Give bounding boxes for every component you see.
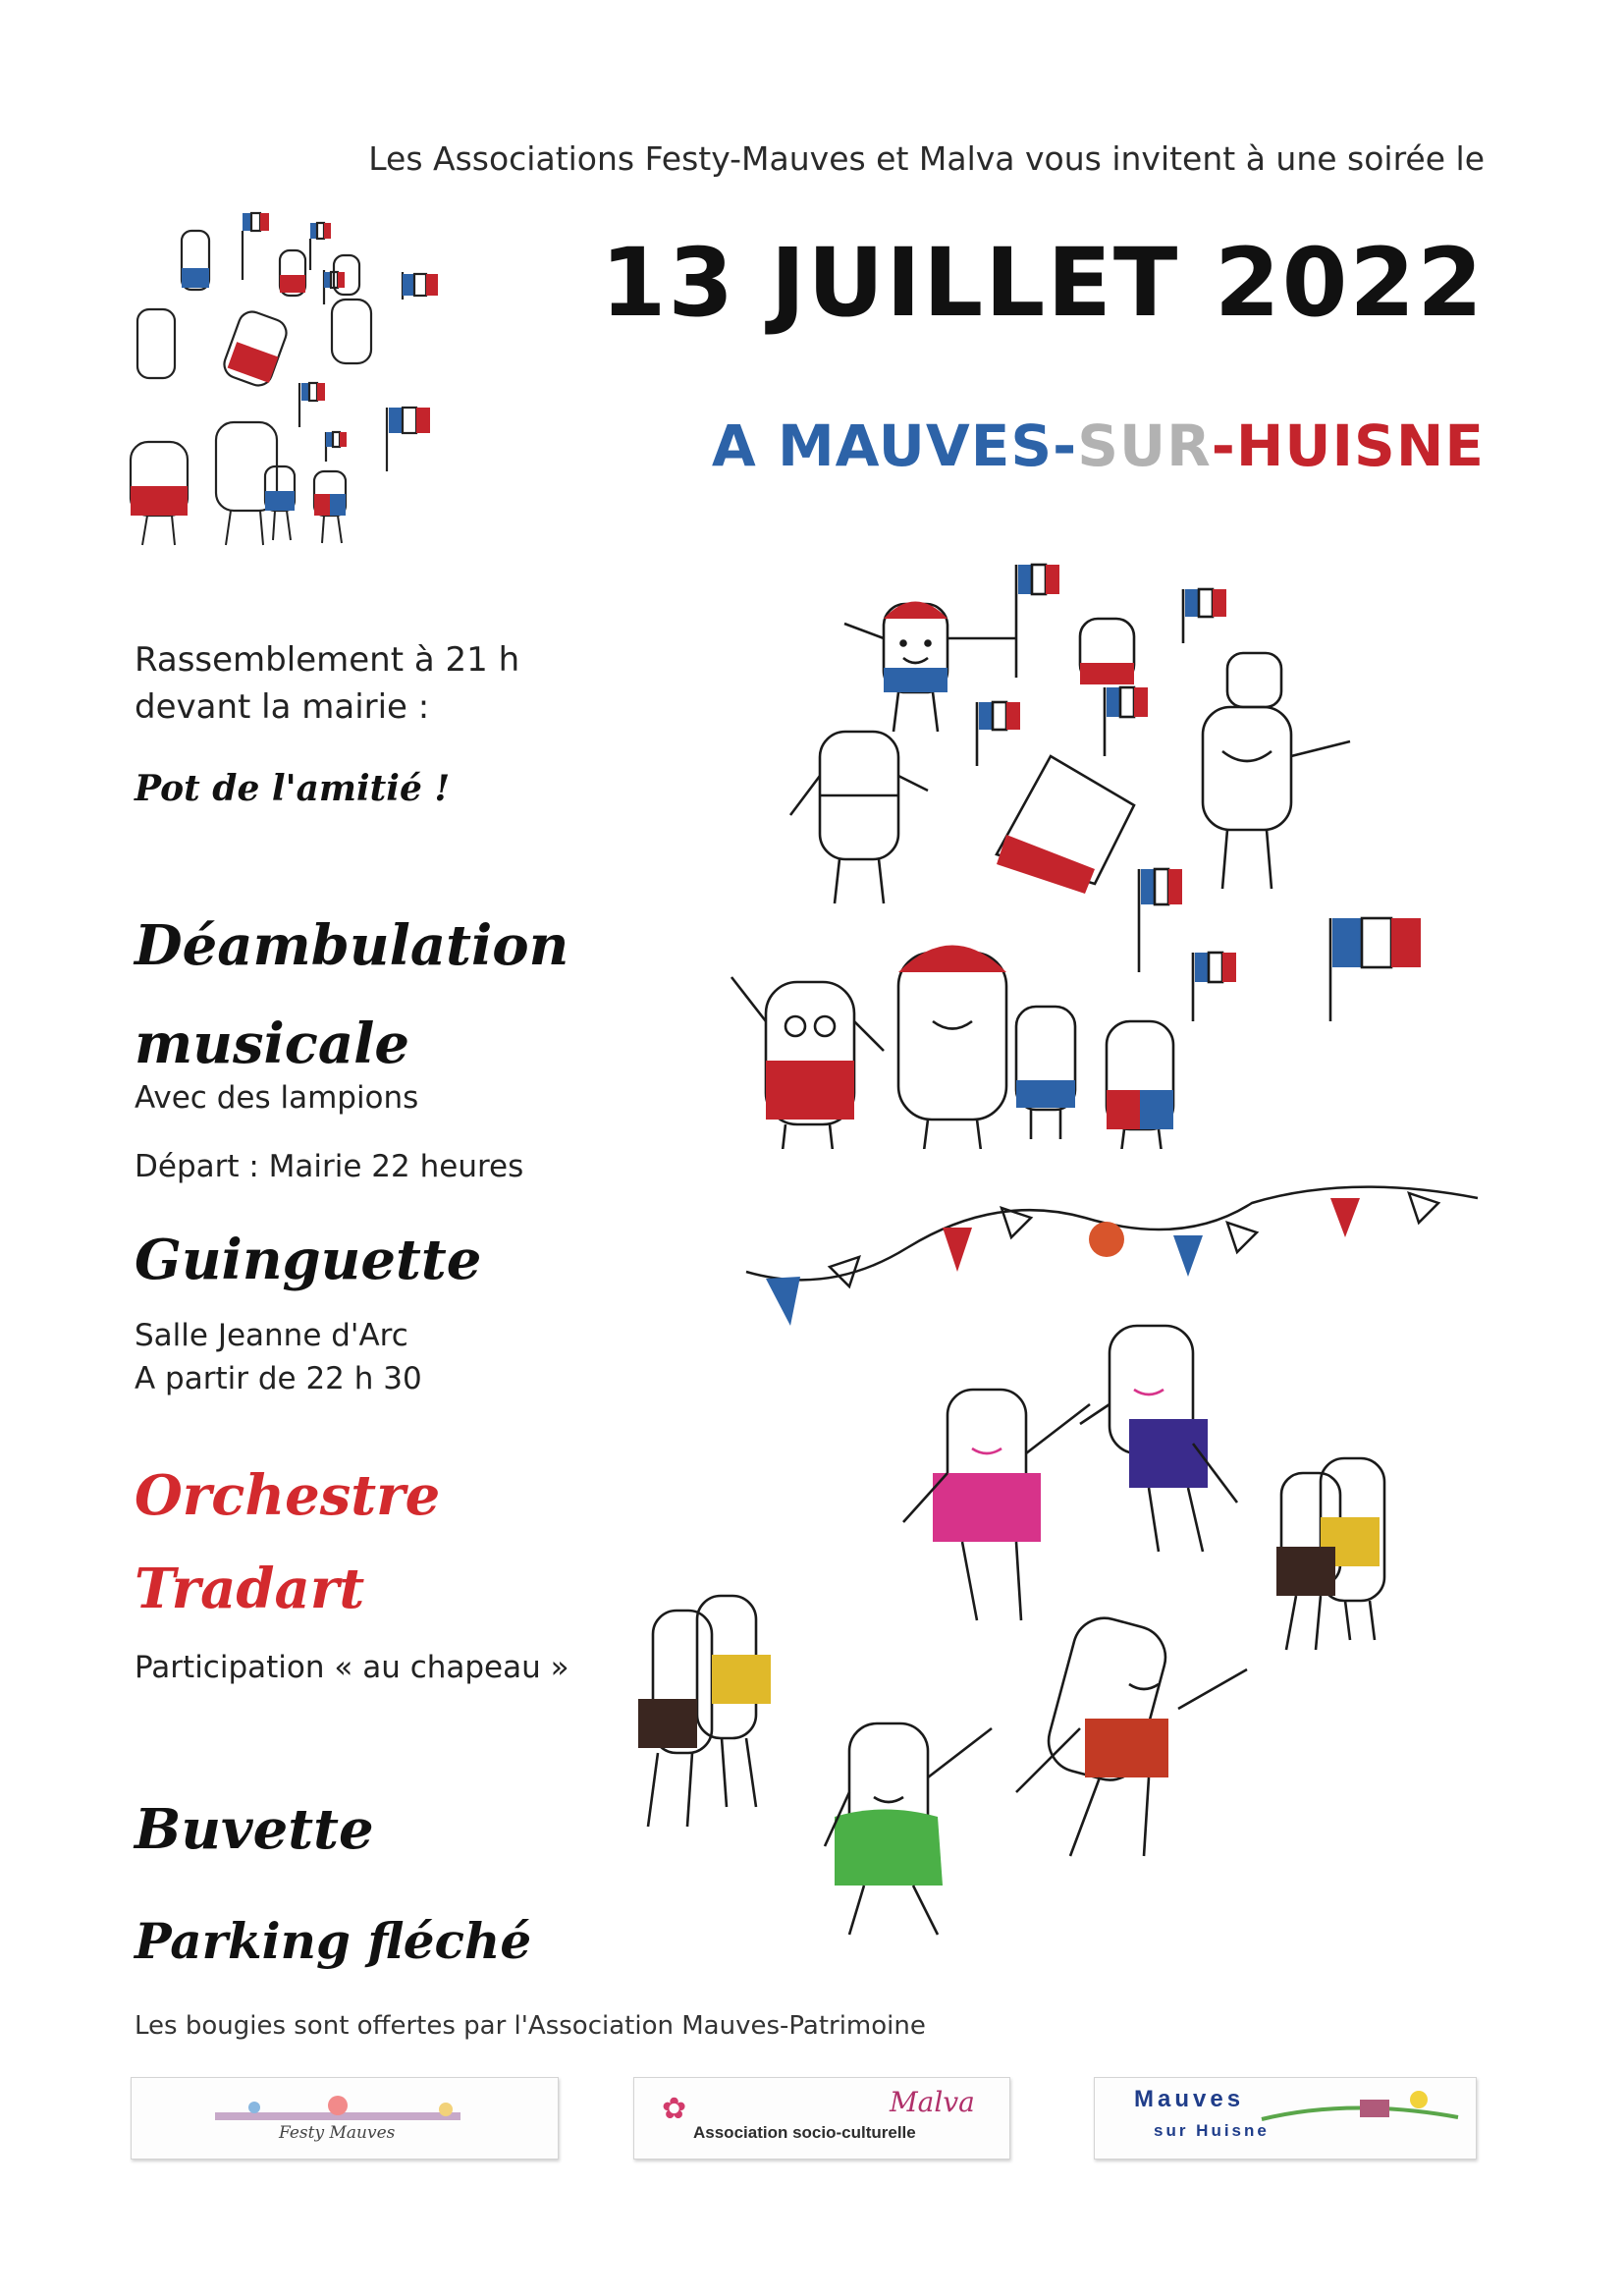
malva-logo-name: Malva xyxy=(890,2086,975,2118)
dancers-drawing xyxy=(599,1296,1483,1974)
orchestre-heading-line-2: Tradart xyxy=(135,1557,365,1621)
place-part-2: SUR xyxy=(1077,412,1212,479)
place-dash-1: - xyxy=(1053,412,1078,479)
salle-text: Salle Jeanne d'Arc xyxy=(135,1318,408,1353)
place-part-1: A MAUVES xyxy=(711,412,1054,479)
rassemblement-line-2: devant la mairie : xyxy=(135,687,430,727)
mauves-logo-name: Mauves xyxy=(1134,2086,1245,2112)
mauves-sur-huisne-logo xyxy=(1094,2077,1477,2159)
horaire-text: A partir de 22 h 30 xyxy=(135,1361,422,1396)
rassemblement-line-1: Rassemblement à 21 h xyxy=(135,640,520,680)
place-part-3: HUISNE xyxy=(1235,412,1485,479)
event-place-title xyxy=(712,412,1485,479)
deambulation-heading-line-2: musicale xyxy=(135,1011,410,1076)
buvette-heading: Buvette xyxy=(135,1797,374,1862)
parking-heading: Parking fléché xyxy=(135,1912,532,1970)
guinguette-heading: Guinguette xyxy=(135,1228,482,1292)
mauves-landscape-graphic xyxy=(1095,2078,1476,2159)
rassemblement-text xyxy=(135,636,645,731)
festy-logo-text: Festy Mauves xyxy=(279,2123,396,2143)
festy-skyline-graphic xyxy=(132,2078,558,2159)
small-crowd-drawing xyxy=(108,201,481,555)
crowd-with-flags-drawing xyxy=(722,560,1488,1149)
malva-logo xyxy=(633,2077,1010,2159)
mauves-logo-subtitle: sur Huisne xyxy=(1154,2121,1270,2140)
event-date-title: 13 JUILLET 2022 xyxy=(600,228,1485,338)
participation-text: Participation « au chapeau » xyxy=(135,1650,569,1685)
pot-amitie-heading: Pot de l'amitié ! xyxy=(135,768,451,809)
depart-text: Départ : Mairie 22 heures xyxy=(135,1149,524,1184)
flower-icon: ✿ xyxy=(662,2093,687,2125)
orchestre-heading-line-1: Orchestre xyxy=(135,1463,441,1528)
flag-icon xyxy=(243,213,438,471)
lampions-text: Avec des lampions xyxy=(135,1080,419,1116)
place-dash-2: - xyxy=(1211,412,1236,479)
invitation-text: Les Associations Festy-Mauves et Malva vous invitent à une soirée le xyxy=(368,139,1485,178)
festy-mauves-logo xyxy=(131,2077,559,2159)
bougies-text: Les bougies sont offertes par l'Association Mauves-Patrimoine xyxy=(135,2011,926,2041)
deambulation-heading-line-1: Déambulation xyxy=(135,913,569,978)
guinguette-details xyxy=(135,1314,547,1400)
flag-icon xyxy=(977,565,1421,1021)
malva-logo-subtitle: Association socio-culturelle xyxy=(693,2123,916,2142)
